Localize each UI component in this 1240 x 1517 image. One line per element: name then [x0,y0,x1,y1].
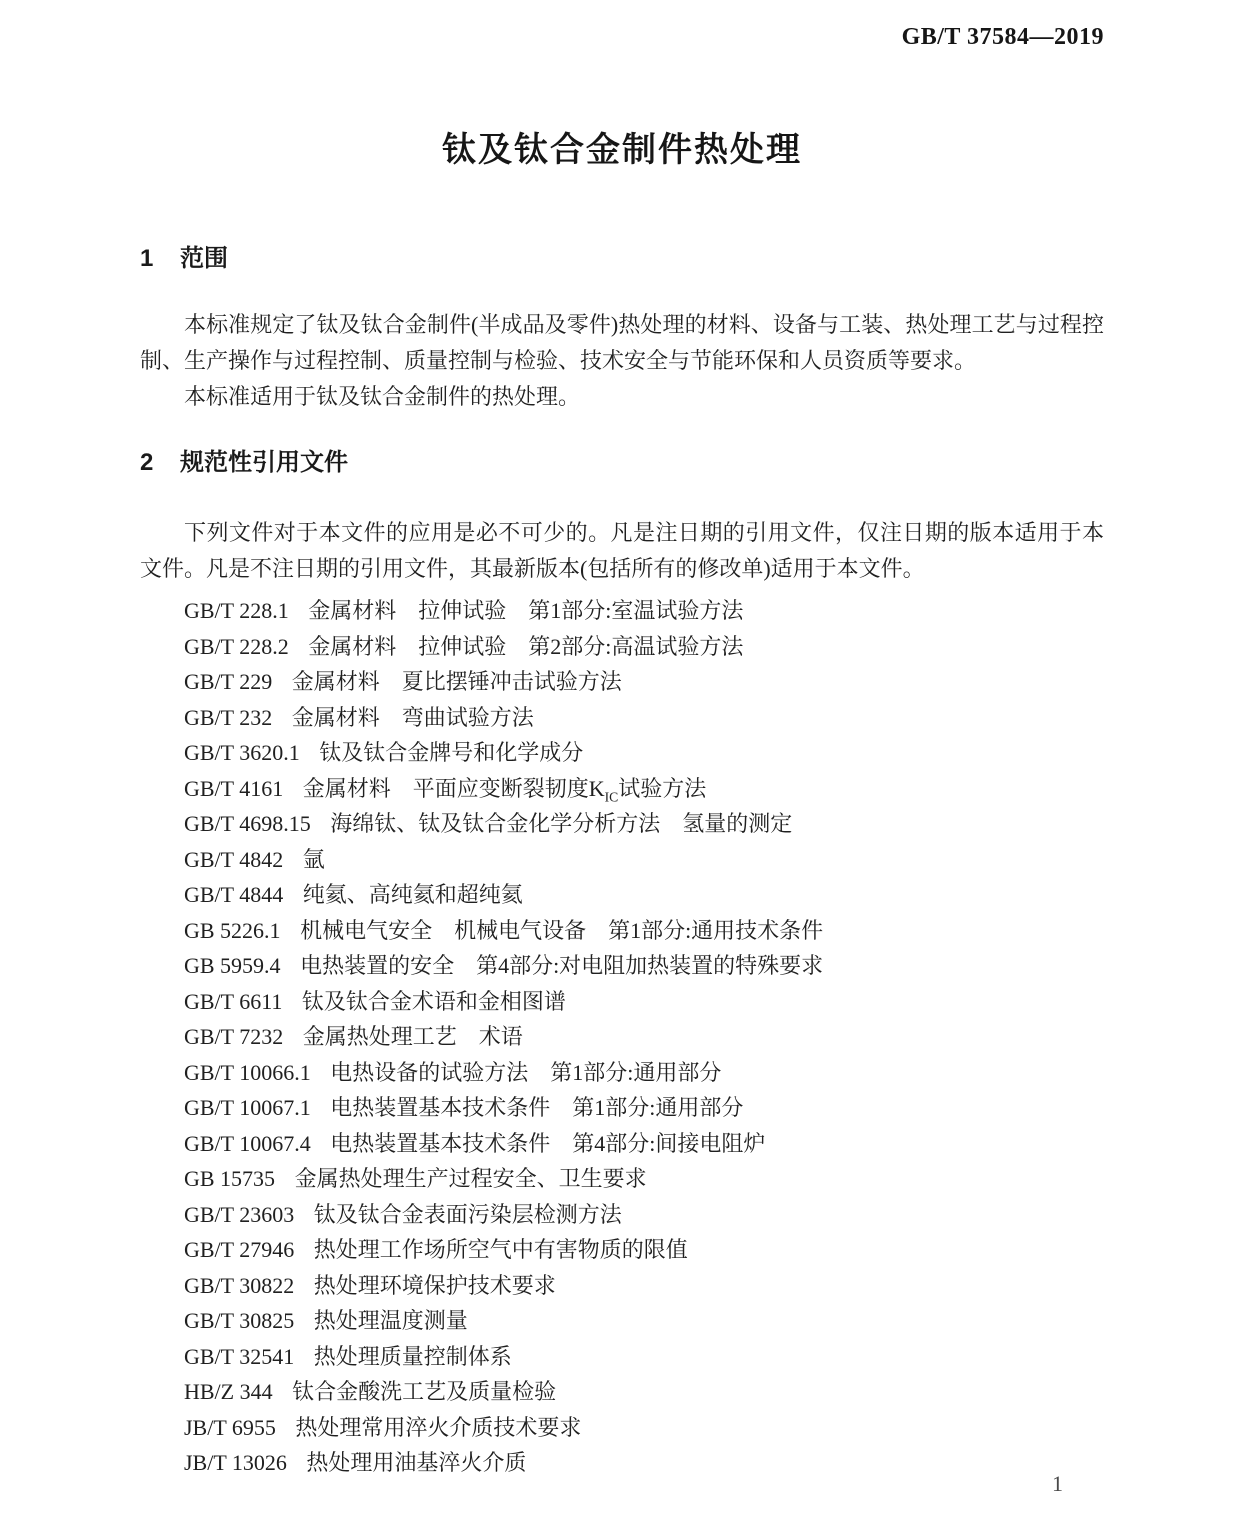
reference-item [184,1268,1104,1304]
references-intro: 下列文件对于本文件的应用是必不可少的。凡是注日期的引用文件，仅注日期的版本适用于本文件。凡是不注日期的引用文件，其最新版本(包括所有的修改单)适用于本文件。 [140,520,1104,581]
reference-title: 电热装置的安全 第4部分:对电阻加热装置的特殊要求 [300,953,824,978]
reference-item [184,1197,1104,1233]
reference-code: GB/T 7232 [184,1024,284,1049]
section-references-heading [140,449,1104,477]
reference-code: GB/T 10066.1 [184,1059,311,1085]
reference-item [184,806,1104,842]
reference-title: 金属热处理工艺 术语 [302,1024,523,1049]
reference-code: JB/T 6955 [184,1414,276,1440]
reference-title: 钛合金酸洗工艺及质量检验 [292,1379,557,1404]
reference-item [184,984,1104,1020]
reference-code: GB/T 228.1 [184,598,289,623]
reference-title: 钛及钛合金术语和金相图谱 [301,988,566,1014]
reference-item [184,1126,1104,1162]
scope-paragraphs [140,307,1104,415]
document-title: 钛及钛合金制件热处理 [442,131,802,169]
reference-code: GB/T 32541 [184,1343,295,1369]
reference-title: 金属材料 拉伸试验 第2部分:高温试验方法 [308,633,744,659]
reference-title: 钛及钛合金表面污染层检测方法 [313,1201,622,1227]
reference-code: GB/T 23603 [184,1201,295,1227]
reference-title: 电热装置基本技术条件 第4部分:间接电阻炉 [330,1130,766,1156]
reference-item [184,1303,1104,1339]
reference-item [184,1445,1104,1481]
reference-code: HB/Z 344 [184,1379,273,1404]
reference-code: GB/T 27946 [184,1237,295,1262]
section-scope-number: 1 [140,245,154,272]
reference-item [184,1161,1104,1197]
reference-item [184,1410,1104,1446]
reference-title: 金属材料 夏比摆锤冲击试验方法 [291,669,622,694]
reference-title: 钛及钛合金牌号和化学成分 [319,740,584,765]
reference-item [184,1232,1104,1268]
reference-title: 电热设备的试验方法 第1部分:通用部分 [330,1059,722,1085]
reference-title: 金属材料 弯曲试验方法 [291,704,534,730]
reference-item [184,629,1104,665]
reference-code: GB/T 4698.15 [184,811,311,836]
reference-title: 电热装置基本技术条件 第1部分:通用部分 [330,1095,744,1120]
reference-code: GB/T 4842 [184,846,284,872]
section-references-number: 2 [140,449,154,476]
reference-title: 海绵钛、钛及钛合金化学分析方法 氢量的测定 [330,811,793,836]
reference-title: 机械电气安全 机械电气设备 第1部分:通用技术条件 [300,917,824,943]
reference-item [184,664,1104,700]
reference-title: 热处理温度测量 [313,1308,468,1333]
reference-title: 金属材料 平面应变断裂韧度$K_{IC}$试验方法 [302,775,707,804]
section-scope-heading [140,245,1104,273]
reference-item [184,771,1104,807]
reference-title: 金属热处理生产过程安全、卫生要求 [294,1166,647,1191]
reference-code: GB 5959.4 [184,953,281,978]
reference-code: GB/T 30822 [184,1272,295,1298]
reference-code: GB 5226.1 [184,917,281,943]
reference-code: GB/T 228.2 [184,633,289,659]
reference-title: 热处理环境保护技术要求 [313,1272,556,1298]
standard-number: GB/T 37584—2019 [901,24,1104,50]
section-references-title: 规范性引用文件 [180,449,349,476]
reference-code: GB/T 3620.1 [184,740,300,765]
page-number: 1 [1052,1471,1063,1496]
scope-paragraph: 本标准适用于钛及钛合金制件的热处理。 [184,384,581,409]
reference-code: JB/T 13026 [184,1450,287,1475]
page-content [140,0,1104,1481]
reference-title: 热处理质量控制体系 [313,1343,512,1369]
reference-item [184,593,1104,629]
reference-code: GB/T 4161 [184,775,284,801]
reference-title: 热处理用油基淬火介质 [306,1450,527,1475]
reference-item [184,842,1104,878]
reference-title: 氩 [302,846,325,872]
reference-title: 热处理工作场所空气中有害物质的限值 [313,1237,688,1262]
reference-title: 热处理常用淬火介质技术要求 [295,1414,582,1440]
section-scope-title: 范围 [180,245,229,272]
reference-item [184,700,1104,736]
reference-item [184,877,1104,913]
reference-code: GB 15735 [184,1166,276,1191]
reference-item [184,1090,1104,1126]
reference-item [184,1339,1104,1375]
reference-code: GB/T 232 [184,704,273,730]
reference-code: GB/T 10067.4 [184,1130,311,1156]
reference-code: GB/T 4844 [184,882,284,907]
reference-item [184,913,1104,949]
reference-code: GB/T 6611 [184,988,283,1014]
reference-item [184,948,1104,984]
reference-title: 纯氦、高纯氦和超纯氦 [302,882,523,907]
reference-code: GB/T 229 [184,669,273,694]
reference-code: GB/T 30825 [184,1308,295,1333]
references-list [140,593,1104,1481]
reference-item [184,1019,1104,1055]
reference-code: GB/T 10067.1 [184,1095,311,1120]
reference-item [184,735,1104,771]
scope-paragraph: 本标准规定了钛及钛合金制件(半成品及零件)热处理的材料、设备与工装、热处理工艺与过程控制、生产操作与过程控制、质量控制与检验、技术安全与节能环保和人员资质等要求。 [140,312,1104,373]
reference-item [184,1374,1104,1410]
reference-item [184,1055,1104,1091]
reference-title: 金属材料 拉伸试验 第1部分:室温试验方法 [308,598,744,623]
